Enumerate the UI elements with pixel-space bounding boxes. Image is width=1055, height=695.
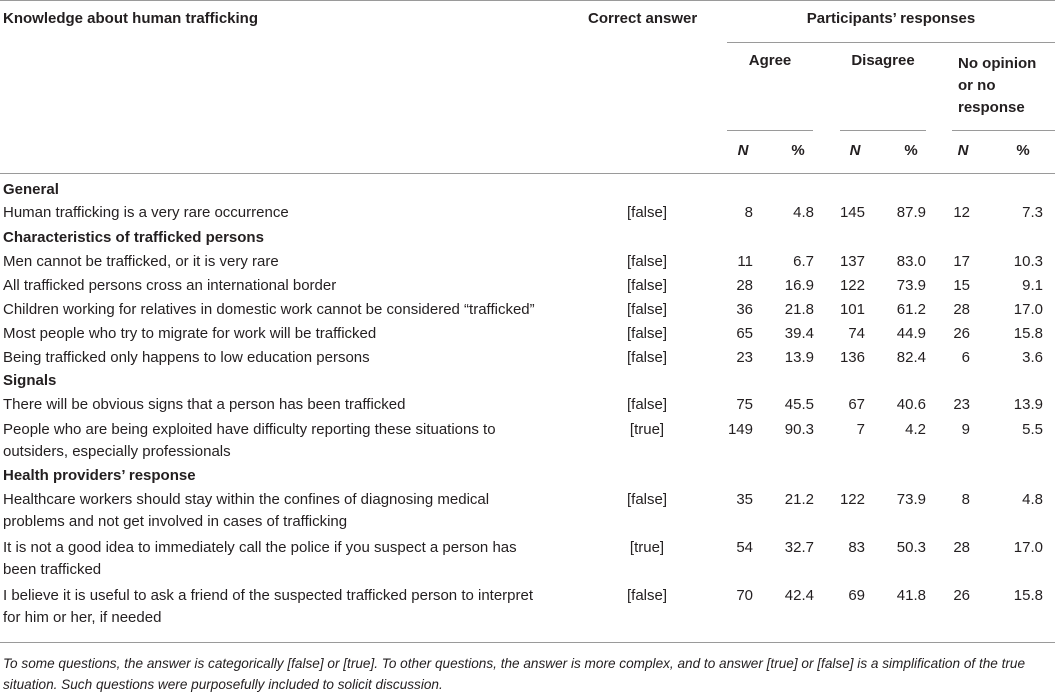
cell-noopinion-pct: 15.8: [1013, 325, 1043, 342]
cell-noopinion-pct: 17.0: [1013, 539, 1043, 556]
row-correct-answer: [false]: [626, 204, 668, 221]
table-footnote: To some questions, the answer is categorically [false] or [true]. To other questions, the answer is more complex, and to answer [true] or [false] is a simplification of the true situation. Such questions were purposefully included to solicit discussion.: [3, 656, 1026, 692]
row-correct-answer: [true]: [629, 539, 665, 556]
row-correct-answer: [false]: [626, 349, 668, 366]
row-question-text: Children working for relatives in domestic work cannot be considered “trafficked”: [3, 301, 535, 318]
row-correct-answer: [false]: [626, 301, 668, 318]
cell-agree-pct: 39.4: [784, 325, 814, 342]
cell-disagree-n: 74: [848, 325, 865, 342]
cell-agree-n: 65: [736, 325, 753, 342]
agree-underline: [727, 130, 813, 131]
cell-noopinion-n: 12: [953, 204, 970, 221]
responses-underline: [727, 42, 1055, 43]
column-header-no-opinion-line1: No opinion: [958, 55, 1037, 72]
cell-disagree-pct: 50.3: [896, 539, 926, 556]
cell-agree-pct: 32.7: [784, 539, 814, 556]
subheader-agree-pct: %: [791, 142, 805, 159]
row-question-text: There will be obvious signs that a person has been trafficked: [3, 396, 406, 413]
cell-disagree-pct: 73.9: [896, 277, 926, 294]
row-correct-answer: [false]: [626, 491, 668, 508]
section-title: Health providers’ response: [3, 467, 196, 484]
cell-disagree-n: 145: [839, 204, 865, 221]
subheader-disagree-pct: %: [904, 142, 918, 159]
row-correct-answer: [false]: [626, 396, 668, 413]
row-question-text: I believe it is useful to ask a friend of the suspected trafficked person to interpret: [3, 587, 534, 604]
row-question-text: Human trafficking is a very rare occurrence: [3, 204, 289, 221]
cell-agree-n: 35: [736, 491, 753, 508]
cell-disagree-pct: 83.0: [896, 253, 926, 270]
cell-noopinion-pct: 9.1: [1022, 277, 1043, 294]
cell-noopinion-n: 6: [961, 349, 970, 366]
column-header-correct-answer: Correct answer: [588, 10, 698, 27]
cell-noopinion-n: 9: [961, 421, 970, 438]
column-header-no-opinion-line2: or no: [958, 77, 996, 94]
header-bottom-rule: [0, 173, 1055, 174]
cell-agree-pct: 21.2: [784, 491, 814, 508]
row-correct-answer: [false]: [626, 325, 668, 342]
cell-noopinion-n: 15: [953, 277, 970, 294]
cell-disagree-n: 122: [839, 491, 865, 508]
cell-agree-n: 54: [736, 539, 753, 556]
row-correct-answer: [false]: [626, 277, 668, 294]
cell-disagree-pct: 73.9: [896, 491, 926, 508]
noopinion-underline: [952, 130, 1055, 131]
section-title: Signals: [3, 372, 57, 389]
cell-agree-n: 8: [744, 204, 753, 221]
column-header-disagree: Disagree: [851, 52, 915, 69]
subheader-noop-n: N: [957, 142, 969, 159]
column-header-participants-responses: Participants’ responses: [806, 10, 976, 27]
cell-disagree-n: 122: [839, 277, 865, 294]
cell-disagree-n: 69: [848, 587, 865, 604]
row-correct-answer: [true]: [629, 421, 665, 438]
cell-disagree-n: 101: [839, 301, 865, 318]
cell-noopinion-n: 23: [953, 396, 970, 413]
disagree-underline: [840, 130, 926, 131]
row-question-text: been trafficked: [3, 561, 102, 578]
cell-disagree-n: 83: [848, 539, 865, 556]
row-question-text: outsiders, especially professionals: [3, 443, 231, 460]
cell-agree-n: 28: [736, 277, 753, 294]
cell-noopinion-pct: 13.9: [1013, 396, 1043, 413]
cell-disagree-pct: 87.9: [896, 204, 926, 221]
cell-agree-n: 149: [727, 421, 753, 438]
row-question-text: Men cannot be trafficked, or it is very rare: [3, 253, 279, 270]
row-question-text: problems and not get involved in cases of trafficking: [3, 513, 348, 530]
cell-agree-pct: 6.7: [793, 253, 814, 270]
cell-agree-pct: 21.8: [784, 301, 814, 318]
section-title: General: [3, 181, 59, 198]
cell-noopinion-n: 28: [953, 301, 970, 318]
cell-noopinion-pct: 10.3: [1013, 253, 1043, 270]
row-correct-answer: [false]: [626, 587, 668, 604]
cell-disagree-n: 7: [856, 421, 865, 438]
cell-disagree-n: 137: [839, 253, 865, 270]
cell-disagree-n: 136: [839, 349, 865, 366]
row-question-text: It is not a good idea to immediately call the police if you suspect a person has: [3, 539, 517, 556]
cell-agree-pct: 13.9: [784, 349, 814, 366]
cell-agree-n: 70: [736, 587, 753, 604]
column-header-no-opinion-line3: response: [958, 99, 1025, 116]
subheader-noop-pct: %: [1016, 142, 1030, 159]
subheader-disagree-n: N: [849, 142, 861, 159]
column-header-agree: Agree: [748, 52, 792, 69]
row-question-text: Healthcare workers should stay within the confines of diagnosing medical: [3, 491, 490, 508]
cell-noopinion-n: 26: [953, 587, 970, 604]
row-question-text: Being trafficked only happens to low education persons: [3, 349, 370, 366]
cell-noopinion-pct: 4.8: [1022, 491, 1043, 508]
cell-noopinion-n: 26: [953, 325, 970, 342]
row-question-text: for him or her, if needed: [3, 609, 162, 626]
row-question-text: People who are being exploited have difficulty reporting these situations to: [3, 421, 496, 438]
table-bottom-rule: [0, 642, 1055, 643]
cell-agree-n: 23: [736, 349, 753, 366]
cell-noopinion-pct: 3.6: [1022, 349, 1043, 366]
cell-agree-pct: 16.9: [784, 277, 814, 294]
cell-noopinion-n: 8: [961, 491, 970, 508]
cell-agree-n: 36: [736, 301, 753, 318]
cell-noopinion-pct: 5.5: [1022, 421, 1043, 438]
cell-noopinion-n: 17: [953, 253, 970, 270]
row-question-text: All trafficked persons cross an international border: [3, 277, 337, 294]
row-correct-answer: [false]: [626, 253, 668, 270]
cell-disagree-pct: 44.9: [896, 325, 926, 342]
cell-agree-n: 75: [736, 396, 753, 413]
cell-disagree-pct: 41.8: [896, 587, 926, 604]
cell-agree-pct: 4.8: [793, 204, 814, 221]
cell-noopinion-pct: 15.8: [1013, 587, 1043, 604]
row-question-text: Most people who try to migrate for work will be trafficked: [3, 325, 377, 342]
cell-disagree-pct: 61.2: [896, 301, 926, 318]
cell-noopinion-pct: 7.3: [1022, 204, 1043, 221]
cell-agree-pct: 90.3: [784, 421, 814, 438]
column-header-knowledge: Knowledge about human trafficking: [3, 10, 259, 27]
cell-disagree-pct: 82.4: [896, 349, 926, 366]
cell-noopinion-n: 28: [953, 539, 970, 556]
table-top-rule: [0, 0, 1055, 1]
cell-noopinion-pct: 17.0: [1013, 301, 1043, 318]
cell-disagree-pct: 4.2: [905, 421, 926, 438]
subheader-agree-n: N: [737, 142, 749, 159]
cell-disagree-n: 67: [848, 396, 865, 413]
section-title: Characteristics of trafficked persons: [3, 229, 264, 246]
cell-disagree-pct: 40.6: [896, 396, 926, 413]
cell-agree-pct: 45.5: [784, 396, 814, 413]
cell-agree-pct: 42.4: [784, 587, 814, 604]
cell-agree-n: 11: [737, 253, 753, 270]
